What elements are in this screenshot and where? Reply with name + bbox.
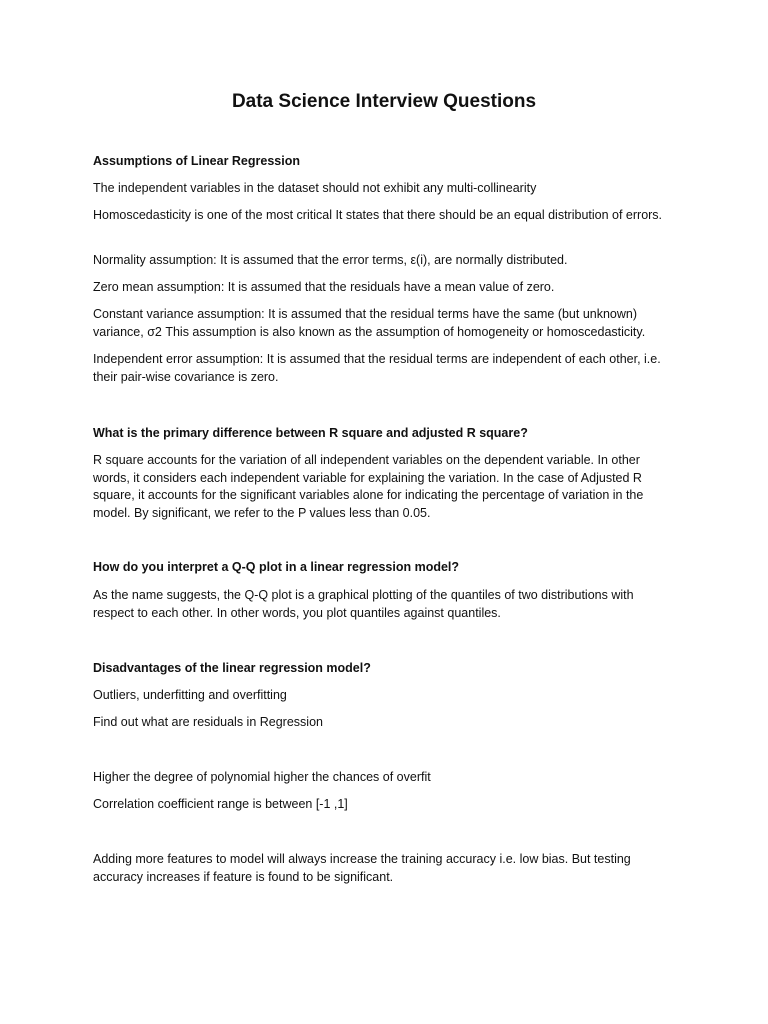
paragraph-independent-error: Independent error assumption: It is assumed that the residual terms are independent of each other, i.e. their pair-wise covariance is zero. — [93, 352, 661, 384]
note-features: Adding more features to model will always increase the training accuracy i.e. low bias. But testing accuracy increases if feature is found to be significant. — [93, 852, 631, 884]
paragraph-homoscedasticity: Homoscedasticity is one of the most critical It states that there should be an equal distribution of errors. — [93, 208, 663, 222]
paragraph-constant-variance: Constant variance assumption: It is assumed that the residual terms have the same (but unknown) variance, σ2 This assumption is also known as the assumption of homogeneity or homoscedasticity. — [93, 307, 646, 339]
section-heading-r-square: What is the primary difference between R square and adjusted R square? — [93, 426, 528, 440]
section-heading-assumptions: Assumptions of Linear Regression — [93, 154, 300, 168]
paragraph-zero-mean: Zero mean assumption: It is assumed that the residuals have a mean value of zero. — [93, 280, 555, 294]
paragraph-outliers: Outliers, underfitting and overfitting — [93, 688, 287, 702]
paragraph-qq-plot: As the name suggests, the Q-Q plot is a graphical plotting of the quantiles of two distributions with respect to each other. In other words, you plot quantiles against quantiles. — [93, 588, 634, 620]
note-correlation: Correlation coefficient range is between [-1 ,1] — [93, 797, 348, 811]
section-heading-qq-plot: How do you interpret a Q-Q plot in a linear regression model? — [93, 560, 460, 574]
section-heading-disadvantages: Disadvantages of the linear regression model? — [93, 661, 371, 675]
paragraph-r-square: R square accounts for the variation of all independent variables on the dependent variable. In other words, it considers each independent variable for explaining the variation. In the case of Adjusted R square, it accounts for the significant variables alone for indicating the percentage of variation in the model. By significant, we refer to the P values less than 0.05. — [93, 453, 644, 520]
document-title: Data Science Interview Questions — [231, 91, 537, 112]
paragraph-residuals: Find out what are residuals in Regression — [93, 715, 323, 729]
paragraph-multicollinearity: The independent variables in the dataset should not exhibit any multi-collinearity — [93, 181, 537, 195]
note-polynomial: Higher the degree of polynomial higher the chances of overfit — [93, 770, 431, 784]
paragraph-normality: Normality assumption: It is assumed that the error terms, ε(i), are normally distributed. — [93, 253, 568, 267]
